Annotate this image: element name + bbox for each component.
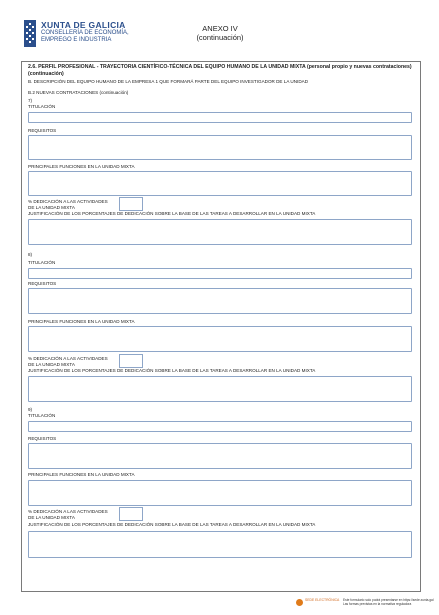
organization-name [41, 20, 129, 44]
titulacion-field[interactable] [28, 421, 412, 432]
dedicacion-label-1: % DEDICACIÓN A LAS ACTIVIDADES [28, 356, 108, 361]
dedicacion-label-2: DE LA UNIDAD MIXTA [28, 205, 75, 210]
dedicacion-label-1: % DEDICACIÓN A LAS ACTIVIDADES [28, 509, 108, 514]
entry-block [28, 407, 416, 567]
funciones-label: PRINCIPALES FUNCIONES EN LA UNIDAD MIXTA [28, 319, 135, 324]
justificacion-label: JUSTIFICACIÓN DE LOS PORCENTAJES DE DEDICACIÓN SOBRE LA BASE DE LAS TAREAS A DESARROLLAR EN LA UNIDAD MIXTA [28, 368, 316, 373]
entry-number: 9) [28, 407, 33, 412]
titulacion-label: TITULACIÓN [28, 260, 56, 265]
annex-subtitle: (continuación) [196, 33, 244, 42]
dedicacion-label-2: DE LA UNIDAD MIXTA [28, 515, 75, 520]
requisitos-field[interactable] [28, 443, 412, 469]
sede-label: SEDE ELECTRÓNICA [305, 598, 340, 602]
justificacion-label: JUSTIFICACIÓN DE LOS PORCENTAJES DE DEDICACIÓN SOBRE LA BASE DE LAS TAREAS A DESARROLLAR EN LA UNIDAD MIXTA [28, 522, 316, 527]
titulacion-label: TITULACIÓN [28, 104, 56, 109]
entry-number: 8) [28, 252, 33, 257]
funciones-label: PRINCIPALES FUNCIONES EN LA UNIDAD MIXTA [28, 472, 135, 477]
dedicacion-percent-field[interactable] [119, 507, 143, 521]
funciones-field[interactable] [28, 171, 412, 196]
entry-block [28, 252, 416, 412]
footer-note: Este formulario solo podrá presentarse en https://sede.xunta.gal Las formas previstas en la normativa reguladora [343, 598, 434, 606]
titulacion-field[interactable] [28, 112, 412, 123]
annex-title: ANEXO IV [202, 24, 238, 33]
annex-heading [170, 24, 270, 42]
sede-electronica-icon [296, 599, 303, 606]
justificacion-label: JUSTIFICACIÓN DE LOS PORCENTAJES DE DEDICACIÓN SOBRE LA BASE DE LAS TAREAS A DESARROLLAR EN LA UNIDAD MIXTA [28, 211, 316, 216]
section-subtitle-b2: B.2 NUEVAS CONTRATACIONES (continuación) [28, 90, 129, 95]
section-subtitle-b: B. DESCRIPCIÓN DEL EQUIPO HUMANO DE LA EMPRESA 1 QUE FORMARÁ PARTE DEL EQUIPO INVESTIGADOR DE LA UNIDAD [28, 79, 309, 84]
section-title: 2.6. PERFIL PROFESIONAL - TRAYECTORIA CIENTÍFICO-TÉCNICA DEL EQUIPO HUMANO DE LA UNIDAD MIXTA (personal propio y nuevas contrataciones) (continuación) [28, 64, 412, 77]
org-line-1: XUNTA DE GALICIA [41, 20, 126, 30]
funciones-field[interactable] [28, 326, 412, 352]
page-footer [296, 598, 436, 608]
requisitos-label: REQUISITOS [28, 281, 57, 286]
funciones-label: PRINCIPALES FUNCIONES EN LA UNIDAD MIXTA [28, 164, 135, 169]
justificacion-field[interactable] [28, 219, 412, 245]
justificacion-field[interactable] [28, 531, 412, 558]
entry-block [28, 98, 416, 264]
titulacion-label: TITULACIÓN [28, 413, 56, 418]
titulacion-field[interactable] [28, 268, 412, 279]
requisitos-field[interactable] [28, 288, 412, 314]
requisitos-label: REQUISITOS [28, 436, 57, 441]
xunta-logo-icon [24, 20, 36, 47]
dedicacion-label-1: % DEDICACIÓN A LAS ACTIVIDADES [28, 199, 108, 204]
requisitos-field[interactable] [28, 135, 412, 160]
justificacion-field[interactable] [28, 376, 412, 402]
page-header [0, 0, 439, 60]
entry-number: 7) [28, 98, 33, 103]
requisitos-label: REQUISITOS [28, 128, 57, 133]
funciones-field[interactable] [28, 480, 412, 506]
dedicacion-percent-field[interactable] [119, 354, 143, 368]
dedicacion-label-2: DE LA UNIDAD MIXTA [28, 362, 75, 367]
org-line-2: CONSELLERÍA DE ECONOMÍA, [41, 30, 129, 36]
dedicacion-percent-field[interactable] [119, 197, 143, 211]
form-frame [21, 61, 421, 592]
org-line-3: EMPREGO E INDUSTRIA [41, 37, 112, 43]
